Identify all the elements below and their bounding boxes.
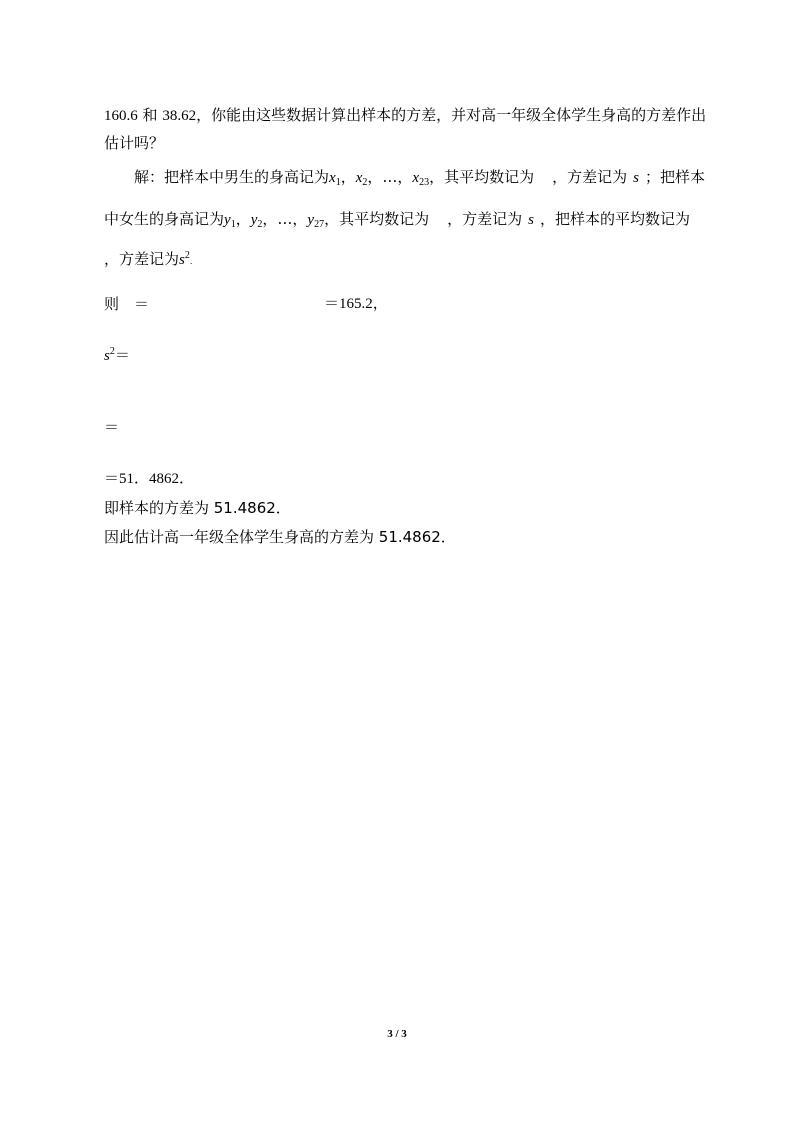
solution-text: ，方差记为 xyxy=(104,250,180,268)
intro-text: ，你能由这些数据计算出样本的方差，并对高一年级全体学生身高的方差作出 xyxy=(196,106,707,124)
comma: ， xyxy=(235,210,251,228)
var-y2: y xyxy=(250,212,258,228)
conjunction: 和 xyxy=(142,106,158,124)
var-s: s xyxy=(104,348,110,364)
comma: ， xyxy=(324,210,340,228)
superscript-2: 2 xyxy=(184,250,190,261)
solution-line-3 xyxy=(104,249,192,272)
comma: ， xyxy=(262,210,278,228)
conclusion-text: 即样本的方差为 51.4862． xyxy=(104,499,291,517)
conclusion-line-1 xyxy=(104,498,291,518)
solution-text: ，把样本的平均数记为 xyxy=(539,210,690,228)
comma: ， xyxy=(367,168,383,186)
then-label: 则 xyxy=(104,295,120,313)
subscript-27: 27 xyxy=(314,219,325,230)
superscript-2: 2 xyxy=(109,346,115,357)
solution-line-2 xyxy=(104,209,690,232)
subscript-2: 2 xyxy=(362,177,368,188)
intro-question: 估计吗？ xyxy=(104,134,165,152)
solution-text: 其平均数记为 xyxy=(339,210,430,228)
number-b: 38.62 xyxy=(162,108,197,124)
ellipsis: … xyxy=(382,168,398,186)
var-x23: x xyxy=(412,170,420,186)
solution-text: ，方差记为 xyxy=(552,168,628,186)
solution-text: 其平均数记为 xyxy=(444,168,535,186)
solution-text: 中女生的身高记为 xyxy=(104,210,225,228)
subscript-1: 1 xyxy=(230,219,236,230)
conclusion-text: 因此估计高一年级全体学生身高的方差为 51.4862． xyxy=(104,528,456,546)
subscript-1: 1 xyxy=(335,177,341,188)
ellipsis: … xyxy=(277,210,293,228)
var-s: s xyxy=(633,170,639,186)
subscript-23: 23 xyxy=(419,177,430,188)
conclusion-line-2 xyxy=(104,527,456,547)
var-y27: y xyxy=(307,212,315,228)
equation-mean xyxy=(104,294,388,314)
equation-step xyxy=(104,417,119,437)
equation-variance-label xyxy=(104,345,130,368)
variance-result: ＝51．4862． xyxy=(104,471,195,487)
solution-text: 解：把样本中男生的身高记为 xyxy=(134,168,330,186)
var-s: s xyxy=(528,212,534,228)
var-y1: y xyxy=(224,212,231,228)
period: . xyxy=(189,257,193,266)
equals-sign: ＝ xyxy=(104,418,120,436)
comma: ， xyxy=(340,168,356,186)
var-s: s xyxy=(179,252,185,268)
solution-text: ，方差记为 xyxy=(447,210,523,228)
comma: ， xyxy=(397,168,413,186)
solution-text: ；把样本 xyxy=(644,168,705,186)
var-x2: x xyxy=(355,170,363,186)
equals-sign: ＝ xyxy=(134,295,150,313)
subscript-2: 2 xyxy=(257,219,263,230)
intro-line-2 xyxy=(104,133,164,153)
page-number: 3 / 3 xyxy=(387,1028,407,1040)
var-x1: x xyxy=(329,170,336,186)
mean-result: ＝165.2， xyxy=(324,296,388,312)
comma: ， xyxy=(429,168,445,186)
solution-line-1 xyxy=(134,167,705,190)
equals-sign: ＝ xyxy=(114,346,130,364)
equation-result xyxy=(104,469,194,489)
number-a: 160.6 xyxy=(104,108,138,124)
intro-line-1 xyxy=(104,105,706,126)
comma: ， xyxy=(292,210,308,228)
